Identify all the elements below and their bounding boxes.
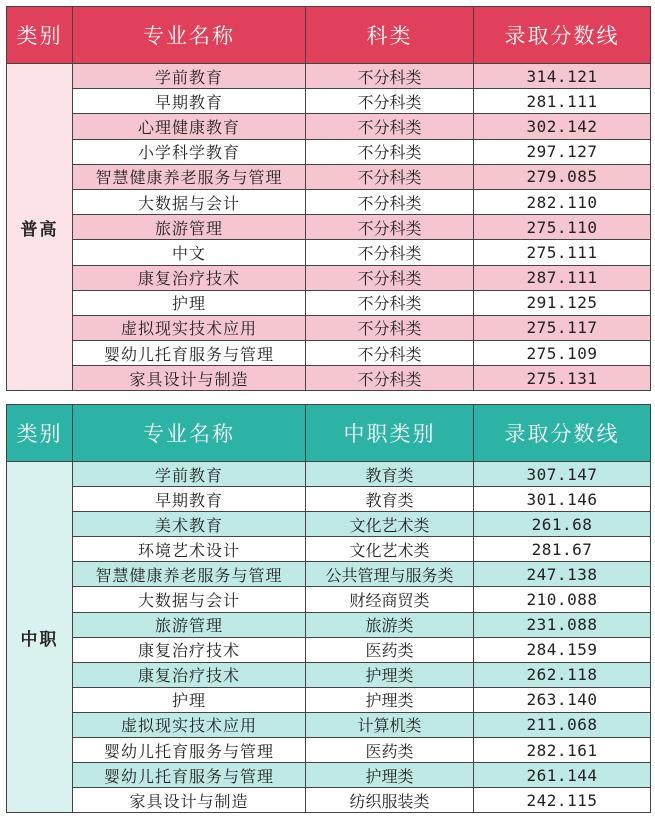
score-cell: 261.144	[474, 763, 651, 788]
score-cell: 275.109	[474, 341, 651, 366]
score-cell: 279.085	[474, 164, 651, 189]
putong-table-body	[7, 64, 651, 391]
score-cell: 275.131	[474, 366, 651, 391]
score-cell: 302.142	[474, 114, 651, 139]
score-cell: 247.138	[474, 562, 651, 587]
type-cell: 不分科类	[306, 89, 474, 114]
major-cell: 婴幼儿托育服务与管理	[73, 763, 306, 788]
table-row	[7, 462, 651, 487]
type-cell: 文化艺术类	[306, 537, 474, 562]
type-cell: 护理类	[306, 763, 474, 788]
major-cell: 婴幼儿托育服务与管理	[73, 341, 306, 366]
table-row	[7, 712, 651, 737]
major-cell: 护理	[73, 290, 306, 315]
table-header-row	[7, 7, 651, 64]
score-cell: 301.146	[474, 487, 651, 512]
table-row	[7, 612, 651, 637]
score-cell: 275.117	[474, 315, 651, 340]
table-row	[7, 562, 651, 587]
type-cell: 不分科类	[306, 366, 474, 391]
table-row	[7, 114, 651, 139]
table-row	[7, 788, 651, 813]
table-row	[7, 687, 651, 712]
table-row	[7, 763, 651, 788]
score-cell: 275.110	[474, 215, 651, 240]
table-row	[7, 487, 651, 512]
table-row	[7, 366, 651, 391]
major-cell: 旅游管理	[73, 215, 306, 240]
table-row	[7, 215, 651, 240]
major-cell: 早期教育	[73, 89, 306, 114]
type-cell: 文化艺术类	[306, 512, 474, 537]
table-row	[7, 290, 651, 315]
score-cell: 281.67	[474, 537, 651, 562]
table-row	[7, 341, 651, 366]
major-cell: 婴幼儿托育服务与管理	[73, 738, 306, 763]
table-row	[7, 164, 651, 189]
major-cell: 智慧健康养老服务与管理	[73, 562, 306, 587]
major-cell: 虚拟现实技术应用	[73, 315, 306, 340]
header-vocational-type: 中职类别	[306, 405, 474, 462]
header-score: 录取分数线	[474, 405, 651, 462]
type-cell: 纺织服装类	[306, 788, 474, 813]
score-cell: 261.68	[474, 512, 651, 537]
type-cell: 不分科类	[306, 265, 474, 290]
category-cell: 中职	[7, 462, 73, 813]
major-cell: 学前教育	[73, 64, 306, 89]
table-row	[7, 139, 651, 164]
major-cell: 学前教育	[73, 462, 306, 487]
score-cell: 231.088	[474, 612, 651, 637]
type-cell: 不分科类	[306, 139, 474, 164]
major-cell: 虚拟现实技术应用	[73, 712, 306, 737]
type-cell: 不分科类	[306, 290, 474, 315]
major-cell: 康复治疗技术	[73, 265, 306, 290]
type-cell: 护理类	[306, 687, 474, 712]
type-cell: 医药类	[306, 637, 474, 662]
major-cell: 护理	[73, 687, 306, 712]
table-row	[7, 89, 651, 114]
table-row	[7, 240, 651, 265]
header-category: 类别	[7, 405, 73, 462]
table-row	[7, 637, 651, 662]
table-row	[7, 64, 651, 89]
major-cell: 大数据与会计	[73, 587, 306, 612]
table-row	[7, 512, 651, 537]
zhongzhi-table-body	[7, 462, 651, 813]
score-cell: 314.121	[474, 64, 651, 89]
type-cell: 不分科类	[306, 114, 474, 139]
score-cell: 242.115	[474, 788, 651, 813]
header-major: 专业名称	[73, 405, 306, 462]
header-score: 录取分数线	[474, 7, 651, 64]
score-cell: 263.140	[474, 687, 651, 712]
score-cell: 262.118	[474, 662, 651, 687]
type-cell: 不分科类	[306, 64, 474, 89]
table-row	[7, 189, 651, 214]
major-cell: 早期教育	[73, 487, 306, 512]
type-cell: 医药类	[306, 738, 474, 763]
table-row	[7, 738, 651, 763]
score-cell: 282.110	[474, 189, 651, 214]
major-cell: 旅游管理	[73, 612, 306, 637]
type-cell: 教育类	[306, 462, 474, 487]
major-cell: 家具设计与制造	[73, 366, 306, 391]
score-cell: 287.111	[474, 265, 651, 290]
table-row	[7, 315, 651, 340]
type-cell: 不分科类	[306, 215, 474, 240]
major-cell: 中文	[73, 240, 306, 265]
table-row	[7, 537, 651, 562]
major-cell: 家具设计与制造	[73, 788, 306, 813]
type-cell: 不分科类	[306, 189, 474, 214]
category-cell: 普高	[7, 64, 73, 391]
table-row	[7, 265, 651, 290]
zhongzhi-score-table	[6, 404, 651, 813]
table-row	[7, 662, 651, 687]
score-cell: 211.068	[474, 712, 651, 737]
type-cell: 财经商贸类	[306, 587, 474, 612]
type-cell: 不分科类	[306, 240, 474, 265]
type-cell: 公共管理与服务类	[306, 562, 474, 587]
major-cell: 大数据与会计	[73, 189, 306, 214]
major-cell: 康复治疗技术	[73, 662, 306, 687]
table-header-row	[7, 405, 651, 462]
putong-score-table	[6, 6, 651, 391]
score-cell: 307.147	[474, 462, 651, 487]
score-cell: 282.161	[474, 738, 651, 763]
header-major: 专业名称	[73, 7, 306, 64]
type-cell: 不分科类	[306, 341, 474, 366]
major-cell: 环境艺术设计	[73, 537, 306, 562]
type-cell: 计算机类	[306, 712, 474, 737]
score-cell: 291.125	[474, 290, 651, 315]
major-cell: 智慧健康养老服务与管理	[73, 164, 306, 189]
major-cell: 小学科学教育	[73, 139, 306, 164]
score-cell: 210.088	[474, 587, 651, 612]
score-cell: 284.159	[474, 637, 651, 662]
header-subject-type: 科类	[306, 7, 474, 64]
major-cell: 心理健康教育	[73, 114, 306, 139]
major-cell: 美术教育	[73, 512, 306, 537]
score-cell: 275.111	[474, 240, 651, 265]
type-cell: 旅游类	[306, 612, 474, 637]
header-category: 类别	[7, 7, 73, 64]
type-cell: 不分科类	[306, 164, 474, 189]
type-cell: 教育类	[306, 487, 474, 512]
score-cell: 297.127	[474, 139, 651, 164]
type-cell: 不分科类	[306, 315, 474, 340]
major-cell: 康复治疗技术	[73, 637, 306, 662]
score-cell: 281.111	[474, 89, 651, 114]
type-cell: 护理类	[306, 662, 474, 687]
table-row	[7, 587, 651, 612]
